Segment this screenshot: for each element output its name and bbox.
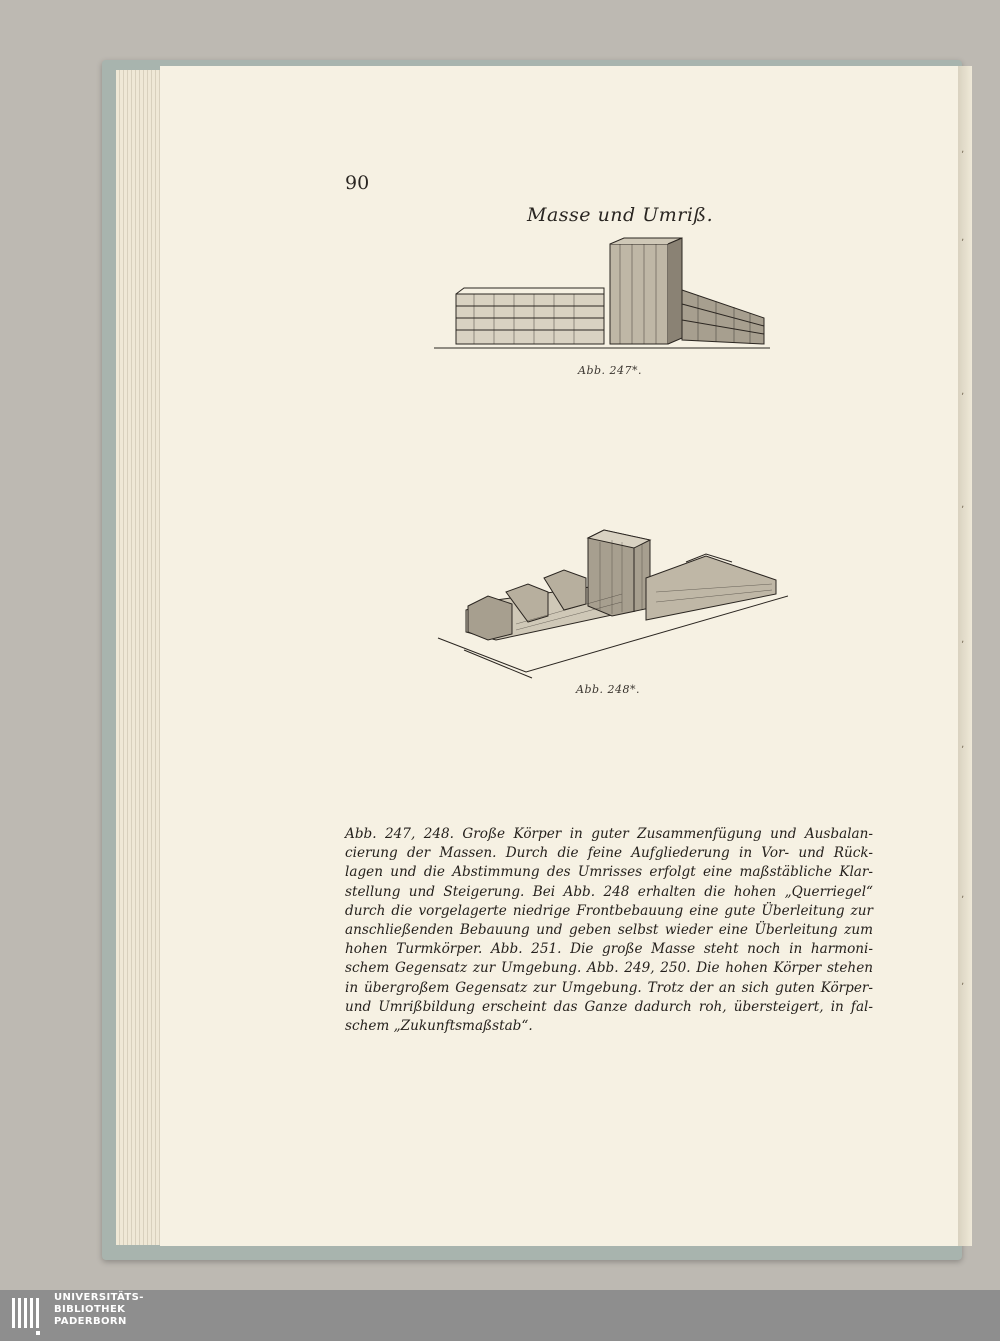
binding-stitch: ʼ bbox=[961, 982, 965, 993]
binding-stitch: ʼ bbox=[961, 238, 965, 249]
footer-line: BIBLIOTHEK bbox=[54, 1304, 126, 1315]
text-line: in übergroßem Gegensatz zur Umgebung. Trotz der an sich guten Körper- bbox=[345, 979, 873, 996]
text-line: lagen und die Abstimmung des Umrisses erfolgt eine maßstäbliche Klar- bbox=[345, 864, 873, 881]
footer-line: PADERBORN bbox=[54, 1316, 127, 1327]
text-line: schem „Zukunftsmaßstab“. bbox=[345, 1018, 533, 1035]
binding-stitch: ʼ bbox=[961, 505, 965, 516]
text-line: Abb. 247, 248. Große Körper in guter Zusammenfügung und Ausbalan- bbox=[345, 826, 873, 842]
footer-bar bbox=[0, 1290, 1000, 1341]
body-paragraph bbox=[345, 825, 873, 1036]
text-line: durch die vorgelagerte niedrige Frontbebauung eine gute Überleitung zur bbox=[345, 902, 873, 919]
footer-line: UNIVERSITÄTS- bbox=[54, 1292, 144, 1303]
text-line: stellung und Steigerung. Bei Abb. 248 erhalten die hohen „Querriegel“ bbox=[345, 883, 873, 900]
binding-stitch: ʼ bbox=[961, 745, 965, 756]
text-line: und Umrißbildung erscheint das Ganze dadurch roh, übersteigert, in fal- bbox=[345, 998, 873, 1015]
binding-stitch: ʼ bbox=[961, 392, 965, 403]
text-line: hohen Turmkörper. Abb. 251. Die große Masse steht noch in harmoni- bbox=[345, 941, 873, 958]
figure-248-caption: Abb. 248*. bbox=[576, 683, 641, 696]
figure-247-caption: Abb. 247*. bbox=[578, 364, 643, 377]
figure-248-drawing bbox=[436, 522, 788, 682]
page-number: 90 bbox=[345, 172, 370, 194]
university-library-logo-icon bbox=[10, 1296, 46, 1336]
binding-stitch: ʼ bbox=[961, 150, 965, 161]
text-line: schem Gegensatz zur Umgebung. Abb. 249, 250. Die hohen Körper stehen bbox=[345, 960, 873, 977]
text-line: cierung der Massen. Durch die feine Aufgliederung in Vor- und Rück- bbox=[345, 845, 873, 862]
figure-247-drawing bbox=[434, 232, 770, 354]
binding-stitch: ʼ bbox=[961, 895, 965, 906]
binding-stitch: ʼ bbox=[961, 640, 965, 651]
text-line: anschließenden Bebauung und geben selbst wieder eine Überleitung zum bbox=[345, 922, 873, 939]
section-title: Masse und Umriß. bbox=[527, 204, 714, 226]
page-edges bbox=[116, 70, 166, 1245]
